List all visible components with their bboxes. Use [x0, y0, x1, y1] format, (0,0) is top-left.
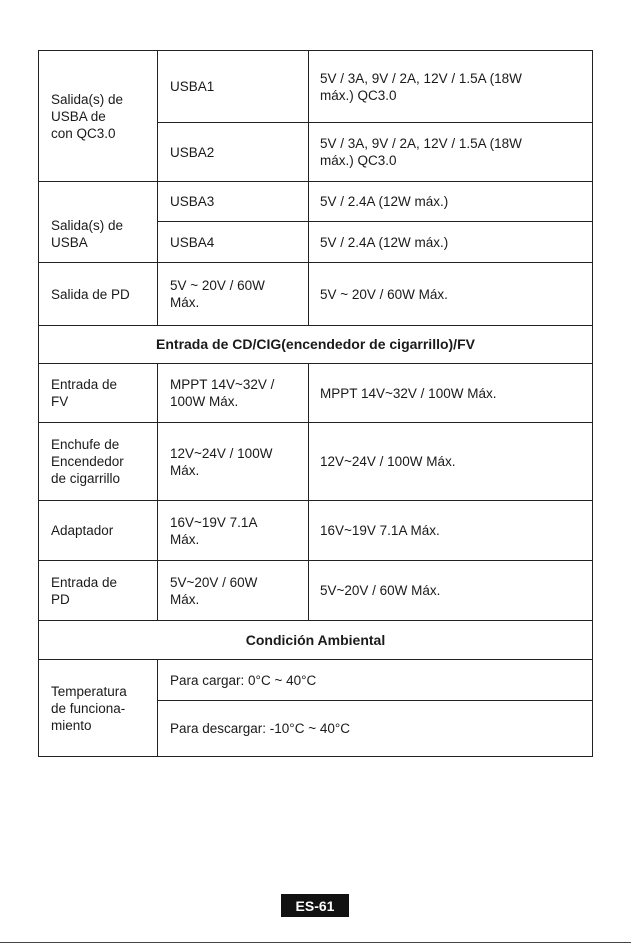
port-name-usba3: USBA3 [170, 194, 215, 209]
fv-value: MPPT 14V~32V / 100W Máx. [320, 385, 497, 401]
col-divider-2 [308, 50, 309, 325]
col-divider-1b [157, 363, 158, 620]
pd-in-spec: 5V~20V / 60W Máx. [170, 574, 258, 607]
bottom-rule [0, 942, 631, 943]
col-divider-2b [308, 363, 309, 620]
col-divider-1 [157, 50, 158, 325]
temp-charge: Para cargar: 0°C ~ 40°C [170, 672, 317, 688]
port-name-usba2: USBA2 [170, 144, 215, 160]
port-name-usba4: USBA4 [170, 234, 215, 250]
table-border-right [592, 50, 593, 757]
page-number: ES-61 [281, 894, 349, 917]
port-value-usba3: 5V / 2.4A (12W máx.) [320, 194, 449, 209]
pd-out-value: 5V ~ 20V / 60W Máx. [320, 286, 448, 302]
table-border-bottom [38, 756, 593, 757]
row-label-usba-qc: Salida(s) de USBA de con QC3.0 [51, 91, 124, 141]
port-value-usba2: 5V / 3A, 9V / 2A, 12V / 1.5A (18W máx.) QC3.0 [320, 136, 522, 168]
cig-value: 12V~24V / 100W Máx. [320, 454, 456, 469]
temp-discharge: Para descargar: -10°C ~ 40°C [170, 721, 351, 736]
row-label-usba: Salida(s) de USBA [51, 217, 124, 250]
section-header-environment: Condición Ambiental [245, 631, 386, 648]
port-value-usba4: 5V / 2.4A (12W máx.) [320, 234, 449, 250]
port-value-usba1: 5V / 3A, 9V / 2A, 12V / 1.5A (18W máx.) QC3.0 [320, 70, 522, 103]
row-label-fv: Entrada de FV [51, 377, 118, 409]
adapter-value: 16V~19V 7.1A Máx. [320, 523, 440, 538]
port-name-usba1: USBA1 [170, 79, 215, 94]
row-label-pd-out: Salida de PD [51, 286, 130, 302]
row-label-pd-in: Entrada de PD [51, 574, 118, 607]
fv-spec: MPPT 14V~32V / 100W Máx. [170, 377, 275, 409]
row-label-temperature: Temperatura de funciona- miento [51, 683, 127, 733]
adapter-spec: 16V~19V 7.1A Máx. [170, 514, 258, 547]
row-label-cig: Enchufe de Encendedor de cigarrillo [51, 437, 124, 486]
row-label-adapter: Adaptador [51, 523, 114, 538]
pd-in-value: 5V~20V / 60W Máx. [320, 583, 441, 598]
col-divider-1c [157, 659, 158, 757]
cig-spec: 12V~24V / 100W Máx. [170, 445, 273, 478]
pd-out-spec: 5V ~ 20V / 60W Máx. [170, 278, 265, 310]
section-header-input: Entrada de CD/CIG(encendedor de cigarrillo)/FV [156, 336, 475, 352]
